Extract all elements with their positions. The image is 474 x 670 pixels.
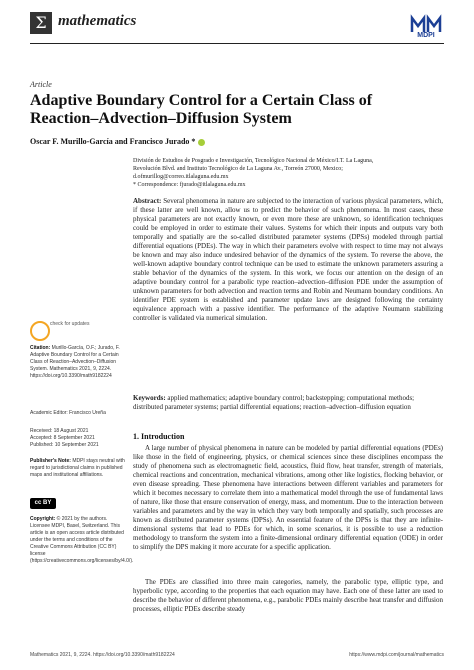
affiliation-line: Revolución Blvd. and Instituto Tecnológico de La Laguna Av., Torreón 27000, Mexico; [133,166,343,172]
affiliations [133,157,443,189]
header-divider [30,43,444,44]
published-date: Published: 10 September 2021 [30,442,99,448]
publisher-note-label: Publisher's Note: [30,458,71,464]
copyright-text: © 2021 by the authors. Licensee MDPI, Basel, Switzerland. This article is an open access article distributed under the terms and conditions of the Creative Commons Attribution (CC BY) license (https://creativecommons.org/licenses/by/4.0/). [30,516,134,564]
publisher-note-text: MDPI stays neutral with regard to jurisdictional claims in published maps and institutional affiliations. [30,458,125,478]
affiliation-email: d.ofmurillog@correo.itlalaguna.edu.mx [133,174,229,180]
abstract-text: Several phenomena in nature are subjected to the interaction of various physical parameters, which, if these latter are well known, allow us to predict the behavior of such phenomena. In most cases, these physical parameters are not exactly known, or even more these are unknown, so identification techniques could be employed in order to estimate their values. Systems for which their inputs and outputs vary both temporally and spatially are the so-called distributed parameter systems (DPSs) modeled through partial differential equations (PDEs). The way in which their parameters evolve with respect to time may not always be known and may also induce undesired behavior of the dynamics of the system. To reverse the above, the well-known adaptive boundary control technique can be used to estimate the unknown parameters assuring a stable behavior of the dynamics of the system. In this work, we focus our attention on the design of an adaptive boundary control for a parabolic type reaction–advection–diffusion PDE under the assumption of unknown parameters for both advection and reaction terms and Robin and Neumann boundary conditions. An identifier PDE system is established and parameter update laws are designed following the certainty equivalence approach with a passive identifier. The performance of the adaptive Neumann stabilizing controller is validated via numerical simulation. [133,197,443,322]
accepted-date: Accepted: 8 September 2021 [30,435,95,441]
academic-editor: Academic Editor: Francisco Ureña [30,410,106,416]
journal-logo-icon: Σ [30,12,52,34]
page-footer [30,652,444,658]
keywords [133,394,443,412]
cc-by-license-icon[interactable]: cc BY [30,498,56,509]
author-list [30,137,205,146]
received-date: Received: 18 August 2021 [30,428,89,434]
check-for-updates-label[interactable]: check for updates [50,321,90,327]
footer-journal-url[interactable]: https://www.mdpi.com/journal/mathematics [349,652,444,658]
journal-name: mathematics [58,13,137,29]
footer-citation[interactable]: Mathematics 2021, 9, 2224. https://doi.org/10.3390/math9182224 [30,652,175,658]
section-heading: 1. Introduction [133,432,185,441]
citation-text: Murillo-García, O.F.; Jurado, F. Adaptive Boundary Control for a Certain Class of Reaction–Advection–Diffusion System. Mathematics 2021, 9, 2224. https://doi.org/10.3390/math9182224 [30,345,120,379]
citation-block [30,345,126,380]
mdpi-logo-icon [408,14,444,34]
copyright-label: Copyright: [30,516,56,522]
body-paragraph: The PDEs are classified into three main categories, namely, the parabolic type, elliptic type, and hyperbolic type, according to the properties that each equation may have. Each one of these latter are used to describe the behavior of different phenomena, e.g., parabolic PDEs mainly describe heat transfer and diffusion processes, elliptic PDEs describe steady [133,578,443,613]
citation-label: Citation: [30,345,51,351]
publisher-logo-text: MDPI [417,32,435,39]
orcid-icon[interactable] [198,139,205,146]
authors-text: Oscar F. Murillo-García and Francisco Jurado * [30,137,196,146]
check-for-updates-icon[interactable] [30,321,50,341]
article-type: Article [30,80,52,89]
keywords-label: Keywords: [133,394,166,402]
correspondence: * Correspondence: fjurado@itlalaguna.edu.mx [133,182,246,188]
body-paragraph: A large number of physical phenomena in nature can be modeled by partial differential equations (PDEs) like those in the field of engineering, physics, or chemical sciences since these disciplines encompass the study of phenomena such as electromagnetic field, acoustics, fluid flow, heat transfer, strength of materials, chemical reactions and concentration, mechanical vibrations, among other like logistics, flocking behavior, or even disease spreading. These phenomena have interactions between different variables and parameters for which it becomes necessary to correlate them into a mathematical model through the use of fundamental laws of nature, like those that ensure conservation of energy, mass, and momentum. Due to the interaction between variables and parameters and by the way in which they vary both temporally and spatially, such processes are known as distributed parameter systems (DPSs). An essential feature of the DPSs is that they are infinite-dimensional systems that lead to PDEs for which, in some scenarios, it is possible to use a reduction methodology to transform the system into a finite-dimensional ordinary differential equation (ODE) in order to simplify the DPS making it more accurate for a specific application. [133,444,443,551]
keywords-text: applied mathematics; adaptive boundary control; backstepping; computational methods; distributed parameter systems; partial differential equations; reaction–advection–diffusion equation [133,394,415,411]
abstract [133,197,443,323]
article-title: Adaptive Boundary Control for a Certain Class of Reaction–Advection–Diffusion System [30,92,373,127]
affiliation-line: División de Estudios de Posgrado e Investigación, Tecnológico Nacional de México/I.T. La Laguna, [133,158,374,164]
copyright-block [30,516,134,565]
abstract-label: Abstract: [133,197,162,205]
publisher-note [30,458,126,479]
